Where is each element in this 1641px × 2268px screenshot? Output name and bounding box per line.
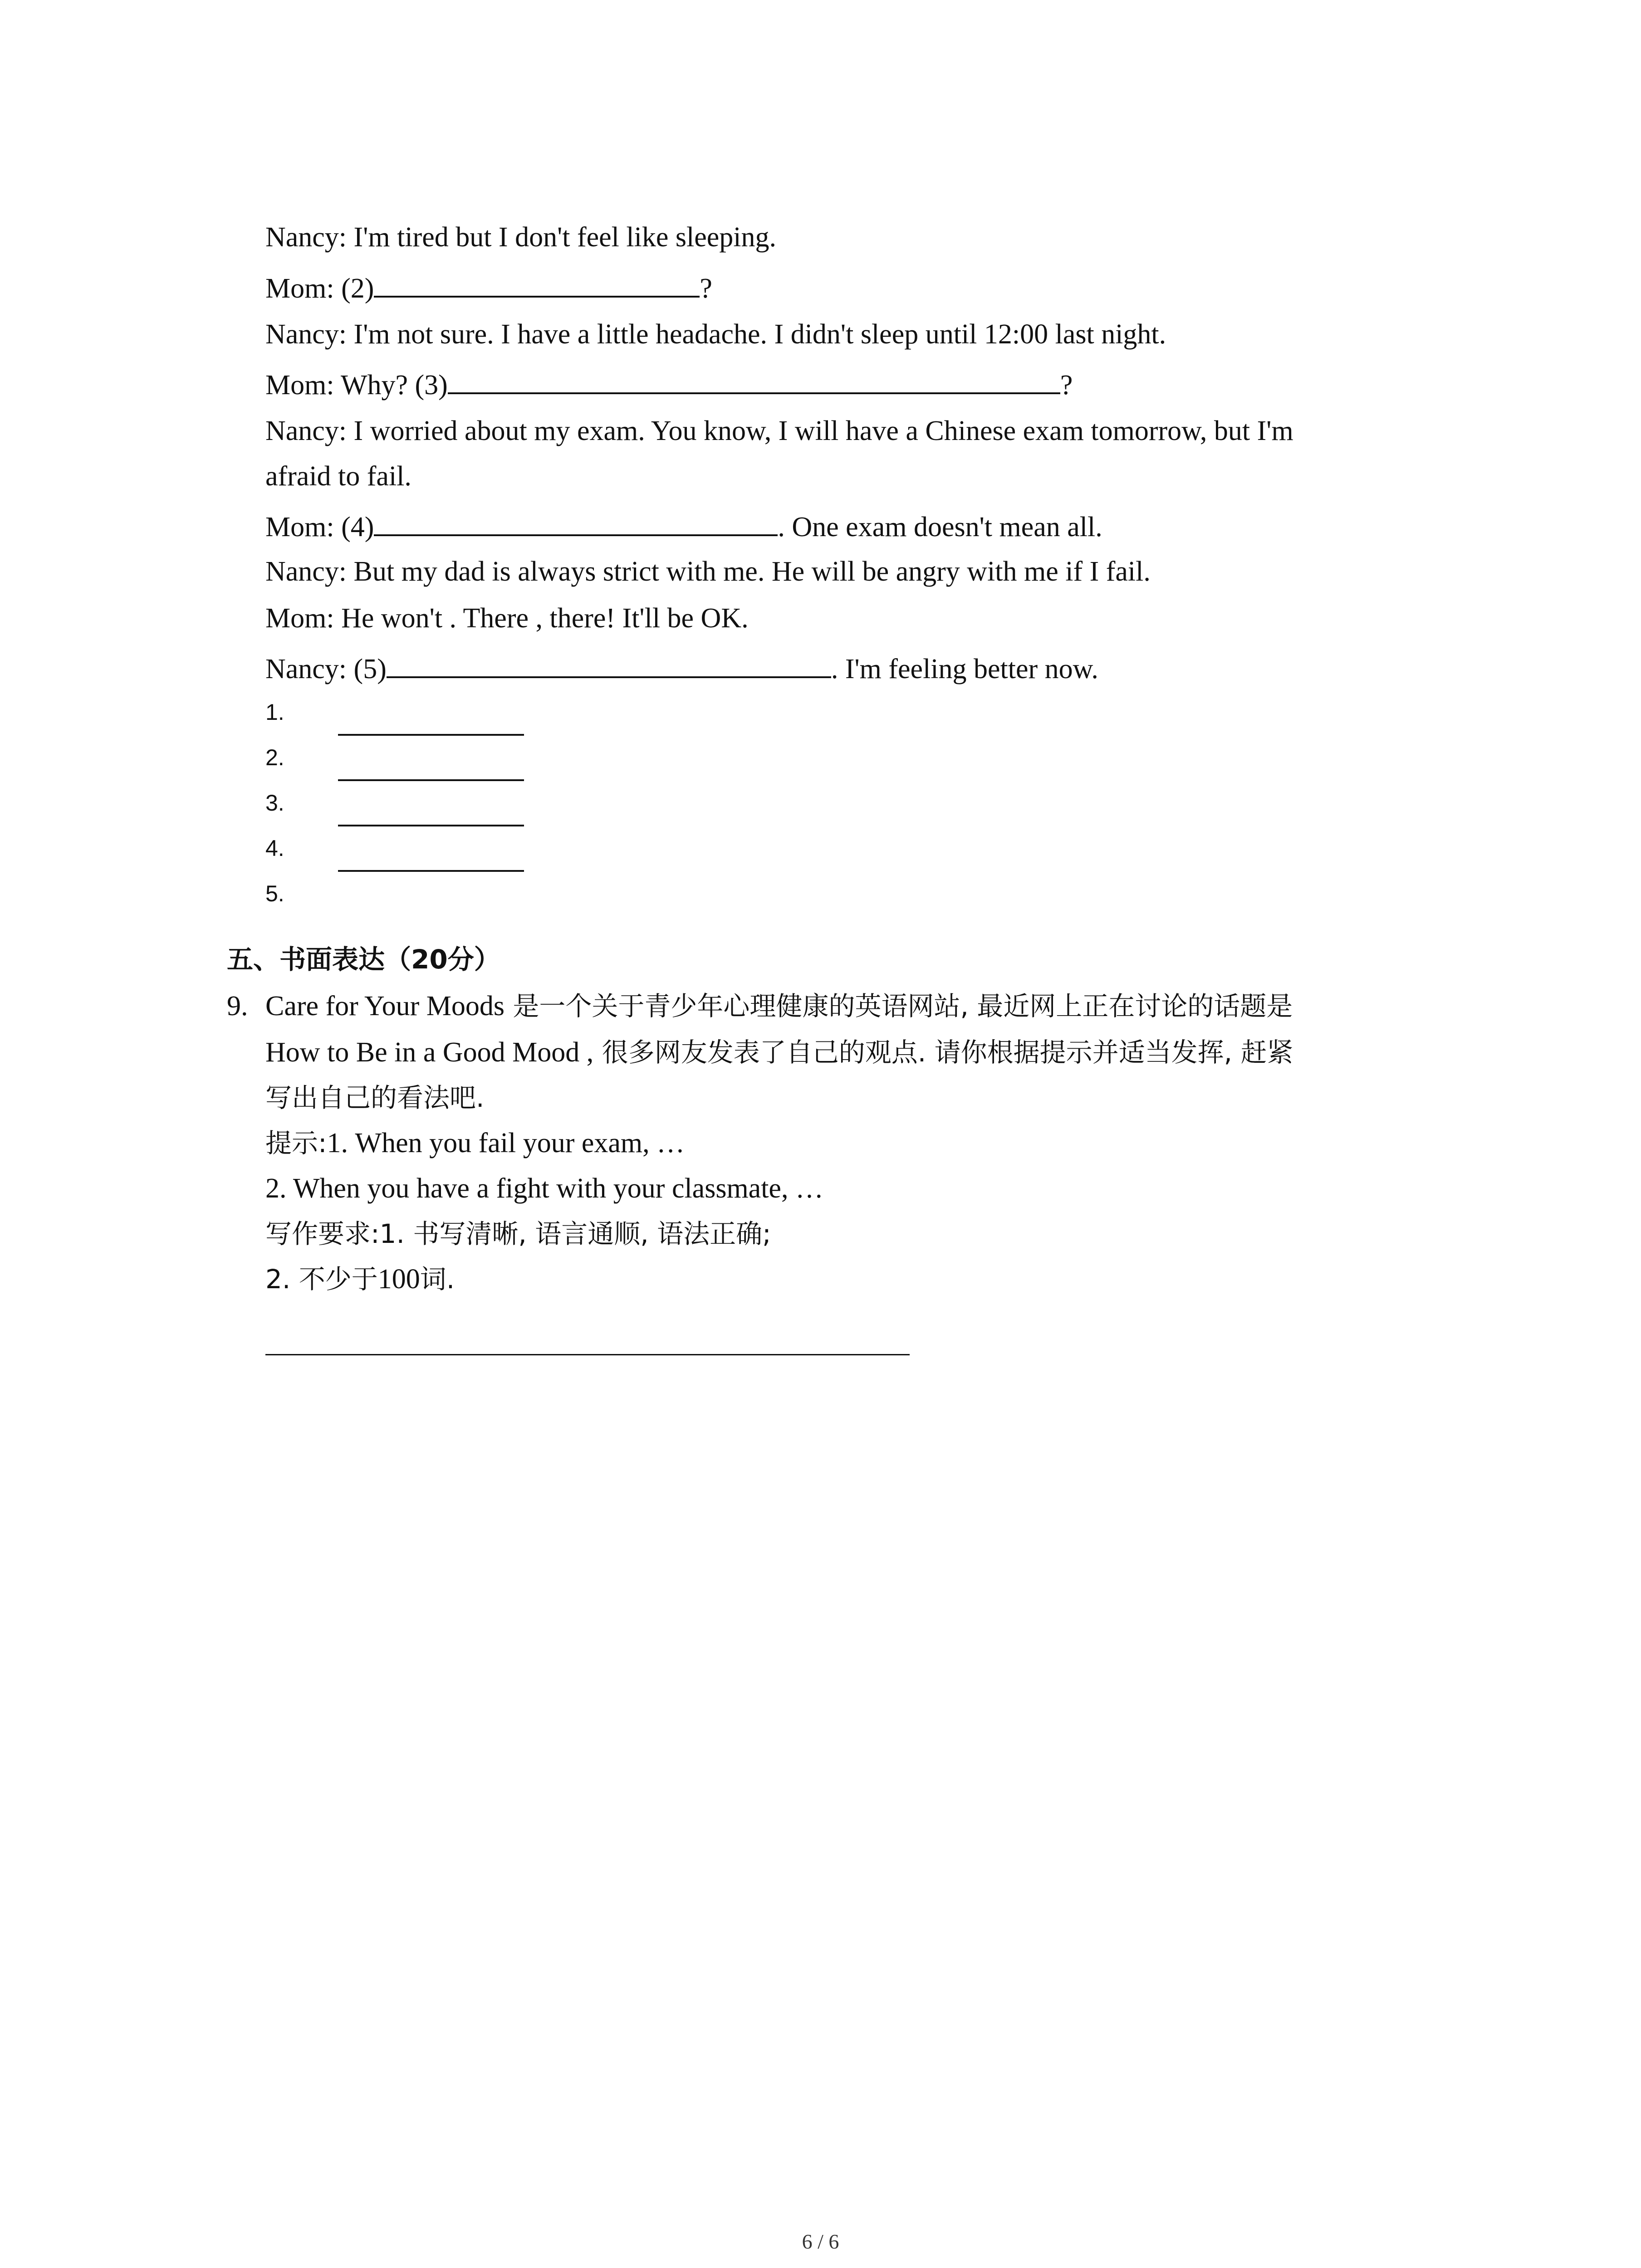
hint-line-1 [265, 1125, 685, 1161]
requirement-text: 2. 不少于 [265, 1264, 378, 1295]
speaker: Nancy: [265, 654, 347, 684]
hint-label: 提示: [265, 1128, 327, 1158]
dialogue-line-4 [265, 366, 1073, 403]
blank-label: (2) [341, 273, 374, 304]
page-number: 6 / 6 [802, 2230, 839, 2253]
prompt-text-cn: 是一个关于青少年心理健康的英语网站, 最近网上正在讨论的话题是 [505, 991, 1293, 1022]
prompt-text: How to Be in a Good Mood , [265, 1037, 594, 1068]
speaker: Nancy: [265, 319, 347, 350]
essay-writing-line[interactable] [265, 1354, 910, 1355]
speaker: Mom: [265, 273, 334, 304]
dialogue-text: I worried about my exam. You know, I will have a Chinese exam tomorrow, but I'm [353, 415, 1293, 446]
requirement-number: 100 [377, 1264, 420, 1295]
answer-line-3[interactable] [338, 825, 524, 826]
dialogue-line-7 [265, 553, 1151, 590]
dialogue-text: But my dad is always strict with me. He will be angry with me if I fail. [353, 556, 1151, 587]
blank-label: (4) [341, 512, 374, 543]
speaker: Nancy: [265, 222, 347, 253]
dialogue-text: I'm not sure. I have a little headache. I didn't sleep until 12:00 last night. [353, 319, 1166, 350]
dialogue-text: . One exam doesn't mean all. [778, 512, 1102, 543]
dialogue-text: ? [700, 273, 712, 304]
requirement-line-2 [265, 1261, 455, 1297]
speaker: Mom: [265, 603, 334, 634]
blank-label: Why? (3) [340, 370, 448, 401]
dialogue-text: He won't . There , there! It'll be OK. [341, 603, 749, 634]
answer-line-2[interactable] [338, 779, 524, 781]
fill-blank-4[interactable] [374, 508, 778, 536]
prompt-text-cn: 很多网友发表了自己的观点. 请你根据提示并适当发挥, 赶紧 [593, 1037, 1293, 1068]
dialogue-line-8 [265, 600, 749, 636]
answer-number-4: 4. [265, 836, 284, 861]
prompt-text: Care for Your Moods [265, 991, 505, 1022]
requirement-text: 1. 书写清晰, 语言通顺, 语法正确; [379, 1218, 771, 1249]
prompt-line-3 [265, 1080, 484, 1116]
requirement-text: 词. [420, 1264, 455, 1295]
dialogue-text: . I'm feeling better now. [831, 654, 1098, 684]
answer-number-1: 1. [265, 699, 284, 725]
fill-blank-2[interactable] [374, 269, 700, 298]
speaker: Nancy: [265, 556, 347, 587]
answer-line-4[interactable] [338, 870, 524, 872]
fill-blank-3[interactable] [448, 366, 1060, 394]
dialogue-line-5-cont [265, 458, 411, 494]
requirement-label: 写作要求: [265, 1218, 380, 1249]
speaker: Nancy: [265, 415, 347, 446]
answer-number-5: 5. [265, 881, 284, 906]
hint-text: 1. When you fail your exam, … [327, 1128, 685, 1158]
answer-number-3: 3. [265, 790, 284, 816]
question-number: 9. [227, 991, 248, 1022]
hint-text: 2. When you have a fight with your classmate, … [265, 1173, 823, 1204]
prompt-line-2 [265, 1034, 1293, 1070]
dialogue-line-6 [265, 508, 1102, 545]
prompt-text-cn: 写出自己的看法吧. [265, 1082, 485, 1113]
answer-line-1[interactable] [338, 734, 524, 736]
answer-number-2: 2. [265, 745, 284, 770]
dialogue-text: ? [1060, 370, 1073, 401]
speaker: Mom: [265, 370, 334, 401]
dialogue-text: I'm tired but I don't feel like sleeping. [353, 222, 776, 253]
hint-line-2 [265, 1170, 823, 1207]
dialogue-line-9 [265, 650, 1098, 687]
section-heading: 五、书面表达（20分） [227, 944, 500, 975]
dialogue-line-5 [265, 413, 1293, 449]
fill-blank-5[interactable] [387, 650, 831, 678]
dialogue-line-1 [265, 219, 776, 255]
blank-label: (5) [353, 654, 387, 684]
requirement-line-1 [265, 1216, 771, 1252]
dialogue-line-3 [265, 316, 1166, 352]
dialogue-text: afraid to fail. [265, 461, 411, 492]
prompt-line-1 [265, 988, 1293, 1024]
dialogue-line-2 [265, 269, 712, 307]
speaker: Mom: [265, 512, 334, 543]
